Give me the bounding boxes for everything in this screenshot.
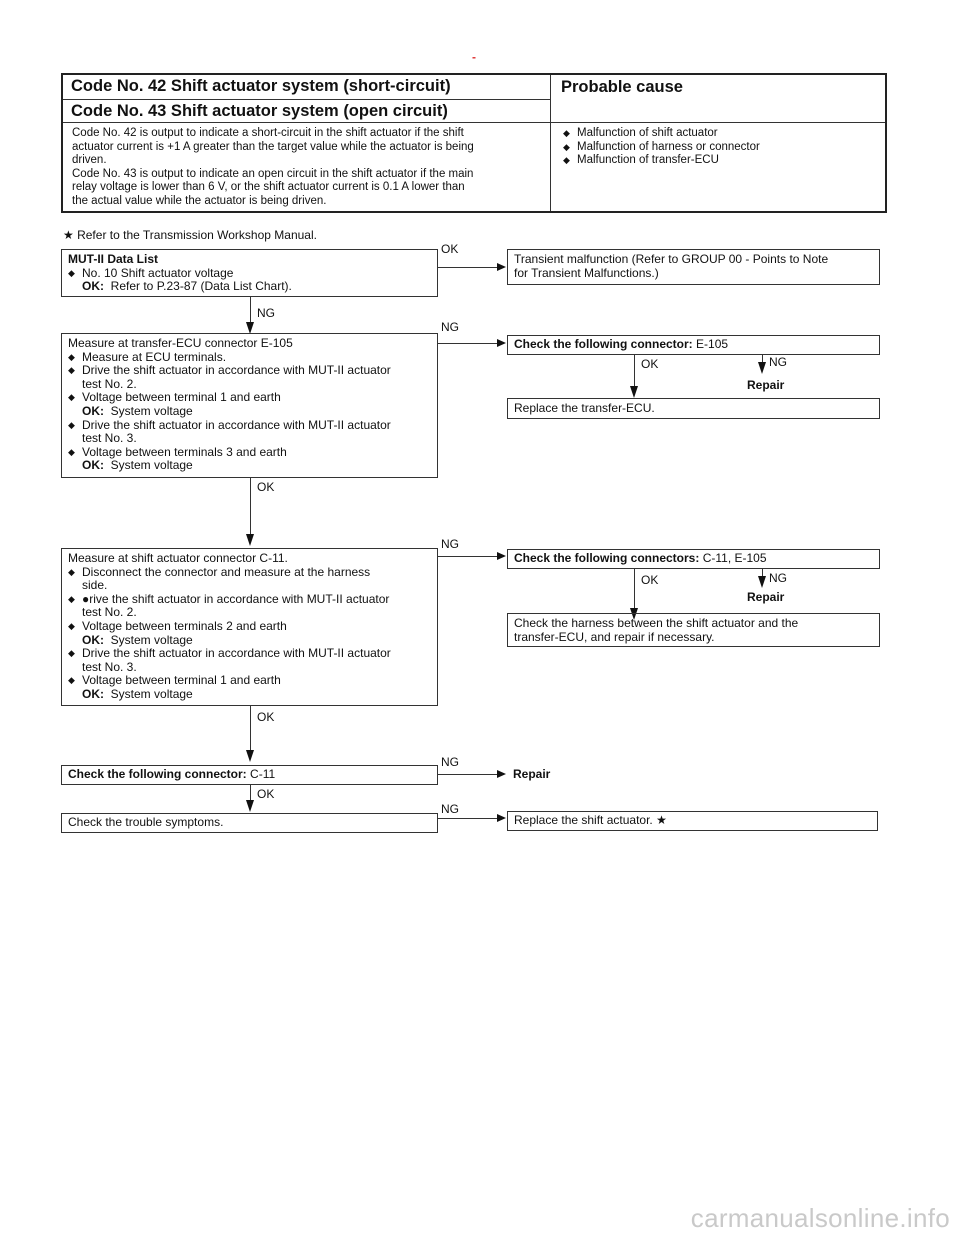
- check-label: Check the following connector:: [514, 337, 693, 351]
- box3-item: test No. 2.: [82, 605, 137, 620]
- cause-item: ◆ Malfunction of shift actuator: [563, 127, 873, 141]
- box3-item: ◆ Drive the shift actuator in accordance with MUT-II actuator: [68, 647, 431, 661]
- ok-text: Refer to P.23-87 (Data List Chart).: [110, 279, 292, 294]
- ok-label: OK: [441, 242, 459, 256]
- box2-item: test No. 2.: [82, 376, 137, 391]
- repair-label: Repair: [747, 590, 785, 604]
- box2-item: ◆ Drive the shift actuator in accordance with MUT-II actuator: [68, 364, 431, 378]
- ok-label: OK:: [82, 458, 104, 473]
- connector-line: [438, 818, 498, 819]
- arrow-right-icon: [497, 263, 506, 271]
- description-line: Code No. 42 is output to indicate a short-circuit in the shift actuator if the shift: [72, 127, 464, 139]
- title-cell-42: [63, 75, 551, 100]
- title-cell-43: [63, 100, 551, 123]
- ng-label: NG: [441, 755, 459, 769]
- arrow-right-icon: [497, 770, 506, 778]
- code-43-title: Code No. 43 Shift actuator system (open circuit): [71, 102, 448, 120]
- replace-ecu-box: [507, 398, 880, 419]
- ok-label: OK: [641, 357, 659, 371]
- ng-label: NG: [441, 537, 459, 551]
- box2-item: test No. 3.: [82, 431, 137, 446]
- ok-label: OK:: [82, 279, 104, 294]
- arrow-down-icon: [758, 576, 766, 588]
- box3-item: ◆ ●rive the shift actuator in accordance with MUT-II actuator: [68, 593, 431, 607]
- connector-line: [438, 556, 498, 557]
- ok-label: OK:: [82, 686, 104, 701]
- code-header-table: [61, 73, 887, 213]
- mut-title: MUT-II Data List: [68, 252, 159, 266]
- check-harness-line: transfer-ECU, and repair if necessary.: [514, 629, 715, 644]
- ok-text: System voltage: [110, 458, 193, 473]
- watermark: carmanualsonline.info: [690, 1203, 950, 1233]
- probable-cause-cell: [551, 75, 885, 123]
- ng-label: NG: [769, 571, 787, 585]
- cause-item: ◆ Malfunction of harness or connector: [563, 141, 873, 155]
- arrow-down-icon: [246, 750, 254, 762]
- transient-line: Transient malfunction (Refer to GROUP 00 - Points to Note: [514, 252, 829, 266]
- connector-line: [438, 267, 498, 268]
- replace-shift-actuator-box: [507, 811, 878, 831]
- description-line: Code No. 43 is output to indicate an open circuit in the shift actuator if the main: [72, 167, 474, 180]
- connector-line: [250, 478, 251, 536]
- shift-actuator-measure-box: [61, 548, 438, 706]
- arrow-down-icon: [246, 800, 254, 812]
- arrow-right-icon: [497, 339, 506, 347]
- ng-label: NG: [769, 355, 787, 369]
- arrow-right-icon: [497, 814, 506, 822]
- ok-label: OK: [257, 787, 275, 801]
- description-line: driven.: [72, 154, 107, 167]
- workshop-note: ★ Refer to the Transmission Workshop Manual.: [63, 228, 317, 242]
- connector-line: [250, 297, 251, 324]
- ok-label: OK: [257, 710, 275, 724]
- ok-label: OK:: [82, 403, 104, 418]
- connector-line: [250, 785, 251, 801]
- box3-item: ◆ Disconnect the connector and measure at the harness: [68, 566, 431, 580]
- check-harness-line: Check the harness between the shift actuator and the: [514, 616, 799, 630]
- mut-item: ◆ No. 10 Shift actuator voltage: [68, 267, 431, 281]
- connector-line: [634, 355, 635, 388]
- code-42-title: Code No. 42 Shift actuator system (short-circuit): [71, 77, 451, 95]
- box3-title: Measure at shift actuator connector C-11.: [68, 551, 288, 565]
- box3-item: ◆ Voltage between terminal 1 and earth: [68, 674, 431, 688]
- connector-id: C-11: [250, 767, 276, 781]
- repair-label: Repair: [513, 767, 551, 781]
- ok-text: System voltage: [110, 632, 193, 647]
- box3-item: ◆ Voltage between terminals 2 and earth: [68, 620, 431, 634]
- check-trouble-symptoms-box: [61, 813, 438, 833]
- top-mark: -: [472, 50, 476, 64]
- ok-label: OK: [257, 480, 275, 494]
- box2-title: Measure at transfer-ECU connector E-105: [68, 336, 293, 350]
- mut-data-list-box: [61, 249, 438, 297]
- connector-line: [438, 774, 498, 775]
- ok-label: OK: [641, 573, 659, 587]
- ng-label: NG: [257, 306, 275, 320]
- ng-label: NG: [441, 802, 459, 816]
- check-label: Check the following connector:: [68, 767, 247, 781]
- box2-item: ◆ Voltage between terminal 1 and earth: [68, 391, 431, 405]
- connector-id: C-11, E-105: [702, 551, 767, 565]
- ok-text: System voltage: [110, 686, 193, 701]
- connector-id: E-105: [696, 337, 729, 351]
- description-line: the actual value while the actuator is being driven.: [72, 194, 327, 207]
- transfer-ecu-measure-box: [61, 333, 438, 478]
- check-connector-e105-box: [507, 335, 880, 355]
- repair-label: Repair: [747, 378, 785, 392]
- connector-line: [634, 569, 635, 610]
- check-label: Check the following connectors:: [514, 551, 700, 565]
- arrow-right-icon: [497, 552, 506, 560]
- connector-line: [438, 343, 498, 344]
- check-symptoms-text: Check the trouble symptoms.: [68, 815, 224, 829]
- causes-cell: [551, 123, 885, 211]
- arrow-down-icon: [758, 362, 766, 374]
- box3-item: side.: [82, 578, 108, 593]
- ok-label: OK:: [82, 632, 104, 647]
- check-connectors-c11-e105-box: [507, 549, 880, 569]
- replace-shift-actuator-text: Replace the shift actuator. ★: [514, 813, 667, 827]
- check-connector-c11-box: [61, 765, 438, 785]
- box3-item: test No. 3.: [82, 659, 137, 674]
- cause-item: ◆ Malfunction of transfer-ECU: [563, 154, 873, 168]
- connector-line: [250, 706, 251, 752]
- arrow-down-icon: [630, 386, 638, 398]
- box2-item: ◆ Drive the shift actuator in accordance with MUT-II actuator: [68, 419, 431, 433]
- arrow-down-icon: [246, 534, 254, 546]
- description-cell: [63, 123, 551, 211]
- transient-malfunction-box: [507, 249, 880, 285]
- check-harness-box: [507, 613, 880, 647]
- box2-item: ◆ Voltage between terminals 3 and earth: [68, 446, 431, 460]
- ok-text: System voltage: [110, 403, 193, 418]
- transient-line: for Transient Malfunctions.): [514, 265, 659, 280]
- description-line: actuator current is +1 A greater than the target value while the actuator is being: [72, 140, 474, 153]
- probable-cause-heading: Probable cause: [561, 78, 683, 96]
- replace-ecu-text: Replace the transfer-ECU.: [514, 401, 655, 415]
- ng-label: NG: [441, 320, 459, 334]
- description-line: relay voltage is lower than 6 V, or the shift actuator current is 0.1 A lower than: [72, 181, 465, 194]
- box2-item: ◆ Measure at ECU terminals.: [68, 351, 431, 365]
